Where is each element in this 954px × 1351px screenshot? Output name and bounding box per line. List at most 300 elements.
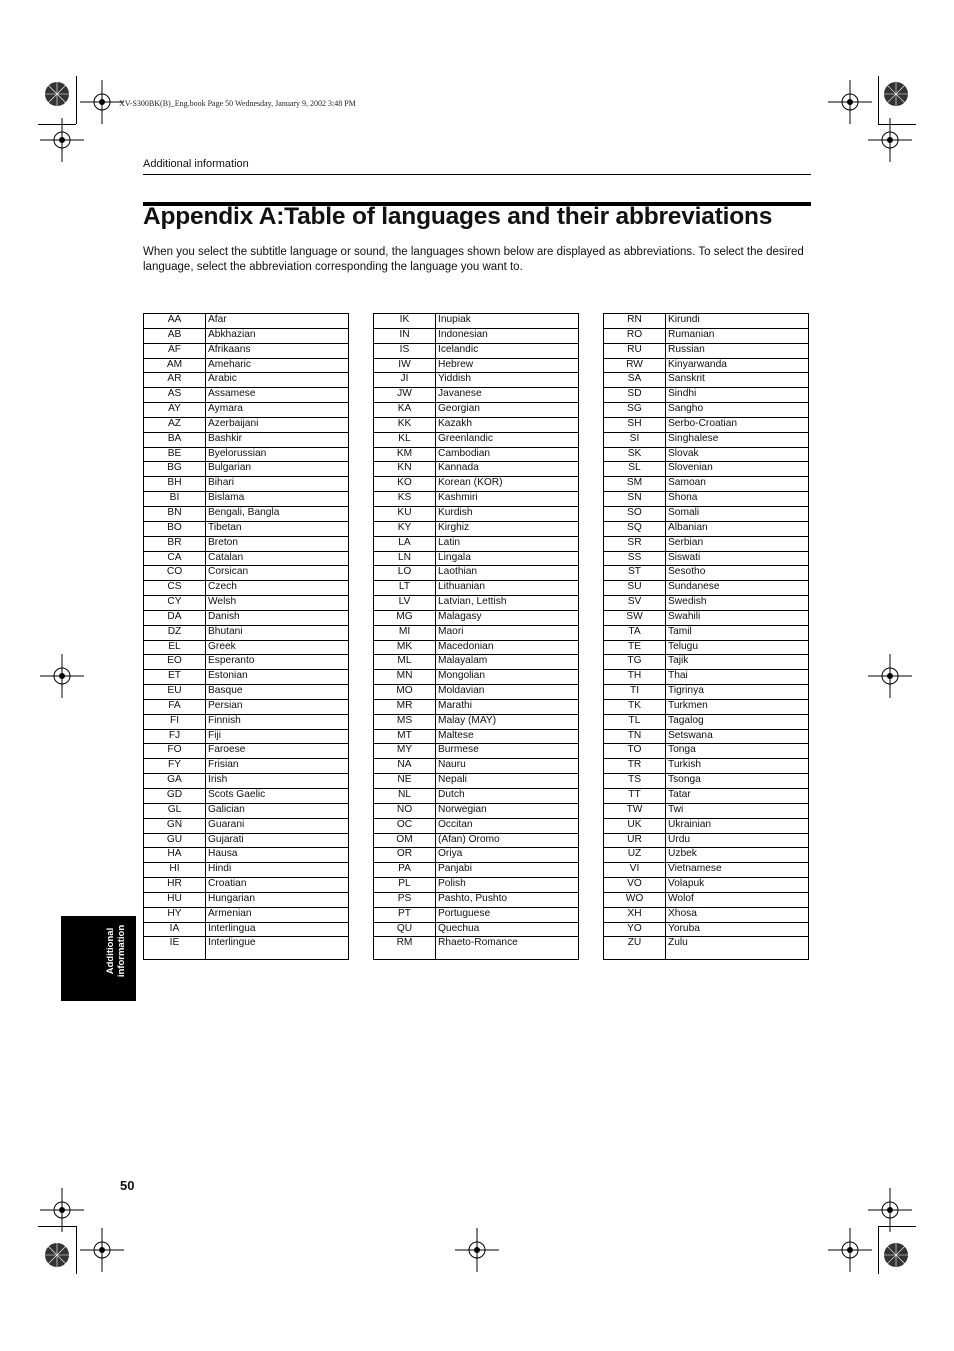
language-name-cell: Pashto, Pushto xyxy=(436,892,579,907)
registration-mark-icon xyxy=(828,1228,872,1272)
language-name-cell: Tibetan xyxy=(206,521,349,536)
table-row xyxy=(374,714,579,729)
table-row xyxy=(604,640,809,655)
table-row xyxy=(604,566,809,581)
table-row xyxy=(144,907,349,922)
language-name-cell: Frisian xyxy=(206,759,349,774)
language-code-cell: KS xyxy=(374,492,436,507)
language-code-cell: SV xyxy=(604,596,666,611)
language-code-cell: BN xyxy=(144,506,206,521)
table-row xyxy=(144,492,349,507)
table-row xyxy=(374,818,579,833)
table-row xyxy=(374,403,579,418)
language-table-2 xyxy=(373,313,579,960)
language-name-cell: Tsonga xyxy=(666,774,809,789)
language-name-cell: Mongolian xyxy=(436,670,579,685)
table-row xyxy=(374,729,579,744)
table-row xyxy=(604,833,809,848)
language-code-cell: SN xyxy=(604,492,666,507)
language-name-cell: Sundanese xyxy=(666,581,809,596)
table-row xyxy=(374,863,579,878)
language-name-cell: Kurdish xyxy=(436,506,579,521)
language-name-cell: Panjabi xyxy=(436,863,579,878)
table-row xyxy=(374,314,579,329)
language-code-cell: TE xyxy=(604,640,666,655)
language-code-cell: LO xyxy=(374,566,436,581)
language-code-cell: EU xyxy=(144,685,206,700)
language-code-cell: MG xyxy=(374,610,436,625)
language-name-cell: Bhutani xyxy=(206,625,349,640)
language-name-cell: Croatian xyxy=(206,878,349,893)
language-name-cell: Nauru xyxy=(436,759,579,774)
language-name-cell: Malayalam xyxy=(436,655,579,670)
language-code-cell: HR xyxy=(144,878,206,893)
language-name-cell: Wolof xyxy=(666,892,809,907)
table-row xyxy=(604,492,809,507)
table-row xyxy=(144,937,349,960)
language-code-cell: TO xyxy=(604,744,666,759)
language-code-cell: UK xyxy=(604,818,666,833)
language-name-cell: Afar xyxy=(206,314,349,329)
language-code-cell: SQ xyxy=(604,521,666,536)
table-row xyxy=(144,328,349,343)
language-code-cell: TS xyxy=(604,774,666,789)
table-row xyxy=(604,878,809,893)
table-row xyxy=(604,848,809,863)
table-row xyxy=(144,625,349,640)
language-code-cell: SM xyxy=(604,477,666,492)
language-name-cell: Norwegian xyxy=(436,803,579,818)
registration-mark-icon xyxy=(40,654,84,698)
language-code-cell: VI xyxy=(604,863,666,878)
table-row xyxy=(144,596,349,611)
language-name-cell: Abkhazian xyxy=(206,328,349,343)
language-name-cell: Siswati xyxy=(666,551,809,566)
language-name-cell: Galician xyxy=(206,803,349,818)
table-row xyxy=(374,432,579,447)
language-name-cell: Fiji xyxy=(206,729,349,744)
table-row xyxy=(144,581,349,596)
star-target-icon xyxy=(883,1242,909,1268)
language-name-cell: Catalan xyxy=(206,551,349,566)
language-code-cell: KY xyxy=(374,521,436,536)
table-row xyxy=(144,729,349,744)
language-name-cell: Setswana xyxy=(666,729,809,744)
language-name-cell: Guarani xyxy=(206,818,349,833)
language-code-cell: IA xyxy=(144,922,206,937)
language-name-cell: Afrikaans xyxy=(206,343,349,358)
language-code-cell: AS xyxy=(144,388,206,403)
table-row xyxy=(374,833,579,848)
language-code-cell: CA xyxy=(144,551,206,566)
table-row xyxy=(604,774,809,789)
table-row xyxy=(374,566,579,581)
language-code-cell: SA xyxy=(604,373,666,388)
language-name-cell: Thai xyxy=(666,670,809,685)
language-name-cell: Laothian xyxy=(436,566,579,581)
table-row xyxy=(374,536,579,551)
language-code-cell: AM xyxy=(144,358,206,373)
language-code-cell: TG xyxy=(604,655,666,670)
language-name-cell: Danish xyxy=(206,610,349,625)
language-code-cell: AZ xyxy=(144,417,206,432)
language-code-cell: GA xyxy=(144,774,206,789)
language-name-cell: Albanian xyxy=(666,521,809,536)
language-code-cell: ZU xyxy=(604,937,666,960)
table-row xyxy=(374,774,579,789)
language-code-cell: FA xyxy=(144,699,206,714)
language-code-cell: TK xyxy=(604,699,666,714)
table-row xyxy=(604,655,809,670)
language-code-cell: FI xyxy=(144,714,206,729)
language-code-cell: RU xyxy=(604,343,666,358)
language-code-cell: AR xyxy=(144,373,206,388)
language-name-cell: (Afan) Oromo xyxy=(436,833,579,848)
language-code-cell: ST xyxy=(604,566,666,581)
language-name-cell: Swedish xyxy=(666,596,809,611)
language-code-cell: RO xyxy=(604,328,666,343)
language-name-cell: Bengali, Bangla xyxy=(206,506,349,521)
language-code-cell: EL xyxy=(144,640,206,655)
table-row xyxy=(144,699,349,714)
table-row xyxy=(374,596,579,611)
table-row xyxy=(604,625,809,640)
language-name-cell: Interlingua xyxy=(206,922,349,937)
language-name-cell: Sindhi xyxy=(666,388,809,403)
language-code-cell: CS xyxy=(144,581,206,596)
language-code-cell: NE xyxy=(374,774,436,789)
language-code-cell: GD xyxy=(144,789,206,804)
language-code-cell: HI xyxy=(144,863,206,878)
side-tab xyxy=(61,916,136,1001)
language-name-cell: Armenian xyxy=(206,907,349,922)
side-tab-label: Additional information xyxy=(105,924,127,978)
language-name-cell: Ameharic xyxy=(206,358,349,373)
language-code-cell: SU xyxy=(604,581,666,596)
language-name-cell: Sanskrit xyxy=(666,373,809,388)
language-name-cell: Serbo-Croatian xyxy=(666,417,809,432)
language-name-cell: Bulgarian xyxy=(206,462,349,477)
language-name-cell: Shona xyxy=(666,492,809,507)
language-code-cell: LT xyxy=(374,581,436,596)
table-row xyxy=(144,744,349,759)
language-name-cell: Polish xyxy=(436,878,579,893)
table-row xyxy=(144,848,349,863)
language-code-cell: AY xyxy=(144,403,206,418)
crop-line xyxy=(878,1226,879,1274)
language-code-cell: SR xyxy=(604,536,666,551)
language-name-cell: Tonga xyxy=(666,744,809,759)
language-code-cell: BG xyxy=(144,462,206,477)
table-row xyxy=(604,551,809,566)
language-name-cell: Persian xyxy=(206,699,349,714)
language-name-cell: Tamil xyxy=(666,625,809,640)
table-row xyxy=(144,774,349,789)
table-row xyxy=(604,892,809,907)
language-code-cell: MN xyxy=(374,670,436,685)
table-row xyxy=(374,937,579,960)
table-row xyxy=(144,447,349,462)
language-name-cell: Hebrew xyxy=(436,358,579,373)
language-name-cell: Maltese xyxy=(436,729,579,744)
table-row xyxy=(144,685,349,700)
star-target-icon xyxy=(44,81,70,107)
language-code-cell: DA xyxy=(144,610,206,625)
table-row xyxy=(374,878,579,893)
language-code-cell: RM xyxy=(374,937,436,960)
language-name-cell: Kinyarwanda xyxy=(666,358,809,373)
language-name-cell: Occitan xyxy=(436,818,579,833)
language-name-cell: Turkish xyxy=(666,759,809,774)
language-name-cell: Somali xyxy=(666,506,809,521)
table-row xyxy=(374,328,579,343)
language-name-cell: Zulu xyxy=(666,937,809,960)
language-name-cell: Samoan xyxy=(666,477,809,492)
language-name-cell: Latin xyxy=(436,536,579,551)
language-code-cell: LA xyxy=(374,536,436,551)
language-code-cell: BE xyxy=(144,447,206,462)
table-row xyxy=(604,358,809,373)
table-row xyxy=(604,417,809,432)
language-name-cell: Esperanto xyxy=(206,655,349,670)
language-name-cell: Serbian xyxy=(666,536,809,551)
language-code-cell: NA xyxy=(374,759,436,774)
language-code-cell: SG xyxy=(604,403,666,418)
language-code-cell: DZ xyxy=(144,625,206,640)
table-row xyxy=(374,907,579,922)
language-code-cell: TH xyxy=(604,670,666,685)
table-row xyxy=(604,759,809,774)
language-name-cell: Maori xyxy=(436,625,579,640)
language-code-cell: BO xyxy=(144,521,206,536)
table-row xyxy=(604,922,809,937)
table-row xyxy=(144,477,349,492)
table-row xyxy=(374,685,579,700)
language-name-cell: Czech xyxy=(206,581,349,596)
language-name-cell: Basque xyxy=(206,685,349,700)
language-code-cell: JI xyxy=(374,373,436,388)
table-row xyxy=(144,833,349,848)
table-row xyxy=(604,521,809,536)
language-name-cell: Urdu xyxy=(666,833,809,848)
language-table-3 xyxy=(603,313,809,960)
registration-mark-icon xyxy=(80,80,124,124)
language-code-cell: IK xyxy=(374,314,436,329)
language-code-cell: TL xyxy=(604,714,666,729)
table-row xyxy=(374,343,579,358)
table-row xyxy=(374,447,579,462)
language-name-cell: Tatar xyxy=(666,789,809,804)
language-name-cell: Kazakh xyxy=(436,417,579,432)
language-name-cell: Rumanian xyxy=(666,328,809,343)
language-name-cell: Twi xyxy=(666,803,809,818)
table-row xyxy=(604,388,809,403)
table-row xyxy=(374,892,579,907)
language-code-cell: SD xyxy=(604,388,666,403)
language-name-cell: Assamese xyxy=(206,388,349,403)
language-name-cell: Turkmen xyxy=(666,699,809,714)
language-name-cell: Sangho xyxy=(666,403,809,418)
language-code-cell: MT xyxy=(374,729,436,744)
language-name-cell: Slovenian xyxy=(666,462,809,477)
language-name-cell: Singhalese xyxy=(666,432,809,447)
table-row xyxy=(144,388,349,403)
table-row xyxy=(374,417,579,432)
language-name-cell: Tigrinya xyxy=(666,685,809,700)
table-row xyxy=(144,432,349,447)
table-row xyxy=(604,610,809,625)
language-name-cell: Oriya xyxy=(436,848,579,863)
language-code-cell: BR xyxy=(144,536,206,551)
table-row xyxy=(374,373,579,388)
registration-mark-icon xyxy=(40,118,84,162)
registration-mark-icon xyxy=(868,118,912,162)
table-row xyxy=(604,699,809,714)
language-code-cell: OR xyxy=(374,848,436,863)
table-row xyxy=(604,744,809,759)
table-row xyxy=(144,551,349,566)
page-number: 50 xyxy=(120,1178,135,1193)
table-row xyxy=(374,744,579,759)
language-name-cell: Bihari xyxy=(206,477,349,492)
language-name-cell: Sesotho xyxy=(666,566,809,581)
language-code-cell: RN xyxy=(604,314,666,329)
page-title: Appendix A:Table of languages and their abbreviations xyxy=(143,203,773,230)
table-row xyxy=(144,314,349,329)
table-row xyxy=(374,655,579,670)
language-name-cell: Tajik xyxy=(666,655,809,670)
language-code-cell: SS xyxy=(604,551,666,566)
language-name-cell: Interlingue xyxy=(206,937,349,960)
language-name-cell: Portuguese xyxy=(436,907,579,922)
language-code-cell: TR xyxy=(604,759,666,774)
table-row xyxy=(604,803,809,818)
language-code-cell: HY xyxy=(144,907,206,922)
language-code-cell: IW xyxy=(374,358,436,373)
registration-mark-icon xyxy=(828,80,872,124)
table-row xyxy=(604,685,809,700)
table-row xyxy=(604,714,809,729)
table-row xyxy=(144,373,349,388)
language-code-cell: LN xyxy=(374,551,436,566)
language-code-cell: MY xyxy=(374,744,436,759)
language-code-cell: IE xyxy=(144,937,206,960)
table-row xyxy=(144,892,349,907)
table-row xyxy=(604,581,809,596)
table-row xyxy=(144,403,349,418)
language-name-cell: Xhosa xyxy=(666,907,809,922)
language-code-cell: PA xyxy=(374,863,436,878)
table-row xyxy=(374,610,579,625)
table-row xyxy=(144,818,349,833)
language-name-cell: Hindi xyxy=(206,863,349,878)
language-name-cell: Burmese xyxy=(436,744,579,759)
language-name-cell: Indonesian xyxy=(436,328,579,343)
language-name-cell: Rhaeto-Romance xyxy=(436,937,579,960)
language-name-cell: Javanese xyxy=(436,388,579,403)
language-code-cell: NL xyxy=(374,789,436,804)
table-row xyxy=(144,506,349,521)
table-row xyxy=(144,566,349,581)
language-name-cell: Macedonian xyxy=(436,640,579,655)
language-code-cell: TN xyxy=(604,729,666,744)
language-code-cell: PT xyxy=(374,907,436,922)
table-row xyxy=(374,803,579,818)
language-code-cell: KL xyxy=(374,432,436,447)
print-slug: XV-S300BK(B)_Eng.book Page 50 Wednesday, January 9, 2002 3:48 PM xyxy=(119,99,356,108)
table-row xyxy=(144,462,349,477)
language-code-cell: VO xyxy=(604,878,666,893)
crop-line xyxy=(76,76,77,124)
language-name-cell: Slovak xyxy=(666,447,809,462)
language-name-cell: Telugu xyxy=(666,640,809,655)
language-name-cell: Uzbek xyxy=(666,848,809,863)
table-row xyxy=(374,581,579,596)
table-row xyxy=(144,343,349,358)
language-table-1 xyxy=(143,313,349,960)
table-row xyxy=(604,863,809,878)
language-code-cell: IN xyxy=(374,328,436,343)
language-name-cell: Breton xyxy=(206,536,349,551)
language-code-cell: MR xyxy=(374,699,436,714)
language-code-cell: JW xyxy=(374,388,436,403)
language-code-cell: QU xyxy=(374,922,436,937)
language-code-cell: FJ xyxy=(144,729,206,744)
language-name-cell: Marathi xyxy=(436,699,579,714)
table-row xyxy=(144,922,349,937)
table-row xyxy=(374,358,579,373)
table-row xyxy=(604,536,809,551)
language-name-cell: Vietnamese xyxy=(666,863,809,878)
language-name-cell: Inupiak xyxy=(436,314,579,329)
language-code-cell: WO xyxy=(604,892,666,907)
language-name-cell: Tagalog xyxy=(666,714,809,729)
table-row xyxy=(374,521,579,536)
language-name-cell: Icelandic xyxy=(436,343,579,358)
table-row xyxy=(604,789,809,804)
language-code-cell: TA xyxy=(604,625,666,640)
language-name-cell: Byelorussian xyxy=(206,447,349,462)
table-row xyxy=(604,403,809,418)
language-name-cell: Scots Gaelic xyxy=(206,789,349,804)
table-row xyxy=(604,432,809,447)
language-name-cell: Estonian xyxy=(206,670,349,685)
language-code-cell: PS xyxy=(374,892,436,907)
language-code-cell: KA xyxy=(374,403,436,418)
language-name-cell: Latvian, Lettish xyxy=(436,596,579,611)
language-code-cell: FO xyxy=(144,744,206,759)
language-name-cell: Lithuanian xyxy=(436,581,579,596)
language-code-cell: MK xyxy=(374,640,436,655)
language-name-cell: Welsh xyxy=(206,596,349,611)
intro-paragraph: When you select the subtitle language or sound, the languages shown below are displayed as abbreviations. To select the desired language, select the abbreviation corresponding the language you want to. xyxy=(143,246,804,273)
language-code-cell: TW xyxy=(604,803,666,818)
language-code-cell: CO xyxy=(144,566,206,581)
table-row xyxy=(144,878,349,893)
registration-mark-icon xyxy=(80,1228,124,1272)
language-code-cell: MI xyxy=(374,625,436,640)
table-row xyxy=(374,388,579,403)
language-name-cell: Volapuk xyxy=(666,878,809,893)
section-header: Additional information xyxy=(143,158,249,170)
language-name-cell: Aymara xyxy=(206,403,349,418)
language-name-cell: Hungarian xyxy=(206,892,349,907)
language-name-cell: Greek xyxy=(206,640,349,655)
table-row xyxy=(604,907,809,922)
registration-mark-icon xyxy=(455,1228,499,1272)
language-code-cell: AA xyxy=(144,314,206,329)
table-row xyxy=(604,506,809,521)
